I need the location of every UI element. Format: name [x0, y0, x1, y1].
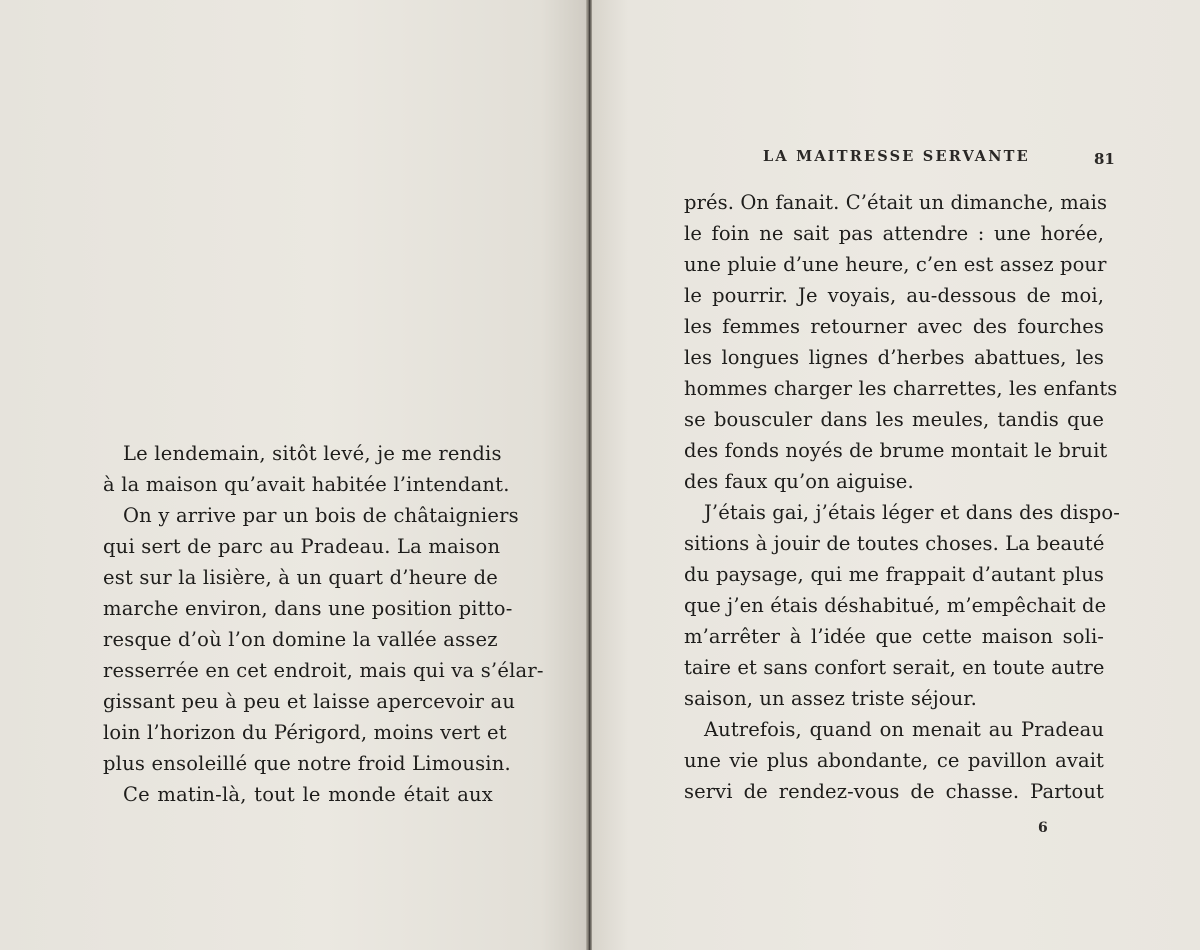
text-line: Ce matin-là, tout le monde était aux: [123, 783, 493, 806]
text-line: J’étais gai, j’étais léger et dans des dispo-: [704, 501, 1120, 524]
text-line: hommes charger les charrettes, les enfants: [684, 377, 1118, 400]
text-line: m’arrêter à l’idée que cette maison soli-: [684, 625, 1104, 648]
text-line: une pluie d’une heure, c’en est assez pour: [684, 253, 1107, 276]
text-line: une vie plus abondante, ce pavillon avait: [684, 749, 1104, 772]
text-line: des fonds noyés de brume montait le bruit: [684, 439, 1108, 462]
left-page: [0, 0, 588, 950]
text-line: Le lendemain, sitôt levé, je me rendis: [123, 442, 502, 465]
text-line: marche environ, dans une position pitto-: [103, 597, 513, 620]
text-line: les femmes retourner avec des fourches: [684, 315, 1104, 338]
text-line: du paysage, qui me frappait d’autant plus: [684, 563, 1104, 586]
text-line: des faux qu’on aiguise.: [684, 470, 914, 493]
left-page-body: [103, 438, 544, 810]
text-line: Autrefois, quand on menait au Pradeau: [704, 718, 1104, 741]
text-line: les longues lignes d’herbes abattues, les: [684, 346, 1104, 369]
text-line: servi de rendez-vous de chasse. Partout: [684, 780, 1104, 803]
text-line: le pourrir. Je voyais, au-dessous de moi,: [684, 284, 1104, 307]
text-line: prés. On fanait. C’était un dimanche, mais: [684, 191, 1108, 214]
text-line: sitions à jouir de toutes choses. La beauté: [684, 532, 1105, 555]
signature-mark: 6: [1038, 820, 1048, 836]
right-page: [592, 0, 1200, 950]
text-line: On y arrive par un bois de châtaigniers: [123, 504, 519, 527]
text-line: resque d’où l’on domine la vallée assez: [103, 628, 498, 651]
text-line: qui sert de parc au Pradeau. La maison: [103, 535, 501, 558]
text-line: à la maison qu’avait habitée l’intendant.: [103, 473, 510, 496]
text-line: gissant peu à peu et laisse apercevoir au: [103, 690, 516, 713]
running-header: LA MAITRESSE SERVANTE: [763, 148, 1030, 165]
text-line: que j’en étais déshabitué, m’empêchait de: [684, 594, 1107, 617]
text-line: se bousculer dans les meules, tandis que: [684, 408, 1104, 431]
right-page-body: [684, 187, 1120, 807]
text-line: est sur la lisière, à un quart d’heure de: [103, 566, 499, 589]
text-line: taire et sans confort serait, en toute autre: [684, 656, 1105, 679]
text-line: resserrée en cet endroit, mais qui va s’élar-: [103, 659, 544, 682]
page-number: 81: [1094, 150, 1115, 168]
text-line: plus ensoleillé que notre froid Limousin.: [103, 752, 511, 775]
text-line: le foin ne sait pas attendre : une horée,: [684, 222, 1104, 245]
text-line: loin l’horizon du Périgord, moins vert et: [103, 721, 507, 744]
text-line: saison, un assez triste séjour.: [684, 687, 977, 710]
bleed-through-text: [60, 150, 520, 420]
